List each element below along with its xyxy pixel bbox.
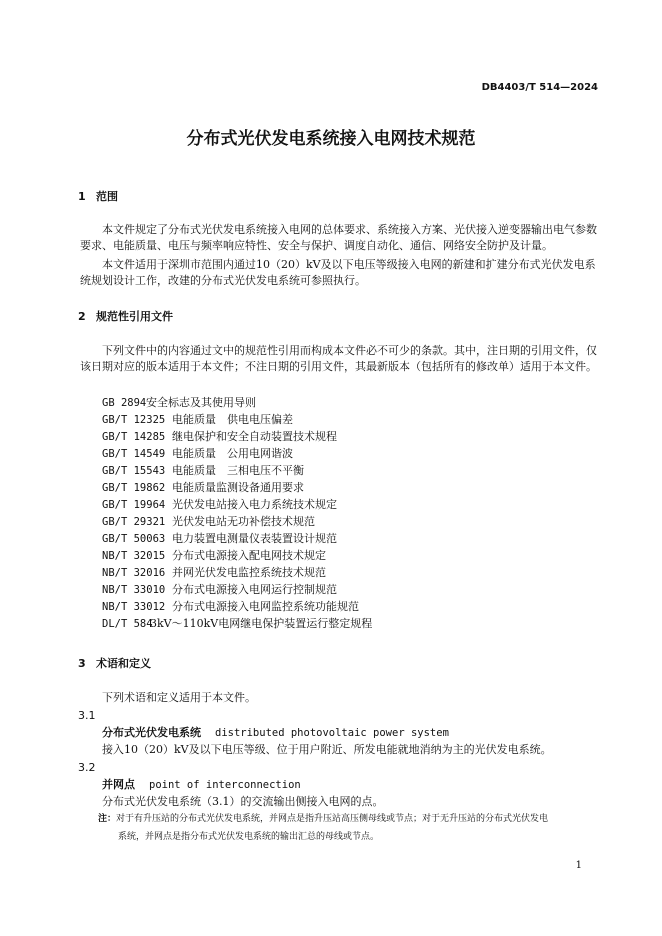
reference-title: 3kV～110kV电网继电保护装置运行整定规程	[150, 617, 373, 630]
reference-code: GB 2894	[102, 397, 147, 409]
section-title: 规范性引用文件	[96, 310, 173, 323]
reference-title: 分布式电源接入电网运行控制规范	[172, 583, 337, 596]
reference-item	[102, 582, 337, 598]
reference-item	[102, 565, 326, 581]
reference-title: 电能质量 供电电压偏差	[172, 413, 293, 426]
reference-code: GB/T 12325	[102, 414, 166, 426]
reference-title: 继电保护和安全自动装置技术规程	[172, 430, 337, 443]
document-code: DB4403/T 514—2024	[481, 82, 598, 93]
reference-code: GB/T 19964	[102, 499, 166, 511]
term-chinese: 分布式光伏发电系统	[102, 726, 201, 739]
reference-title: 电能质量 公用电网谐波	[172, 447, 293, 460]
reference-title: 分布式电源接入电网监控系统功能规范	[172, 600, 359, 613]
reference-item	[102, 429, 337, 445]
term-heading	[102, 777, 301, 793]
term-definition: 分布式光伏发电系统（3.1）的交流输出侧接入电网的点。	[102, 795, 384, 808]
page-title: 分布式光伏发电系统接入电网技术规范	[186, 129, 476, 149]
reference-code: GB/T 50063	[102, 533, 166, 545]
reference-code: DL/T 584	[102, 618, 153, 630]
reference-item	[102, 599, 359, 615]
section-number: 2	[78, 310, 86, 323]
note-label: 注：	[98, 814, 117, 824]
terms-intro: 下列术语和定义适用于本文件。	[102, 691, 256, 704]
reference-item	[102, 514, 315, 530]
reference-code: NB/T 32015	[102, 550, 166, 562]
reference-item	[102, 463, 304, 479]
reference-code: GB/T 29321	[102, 516, 166, 528]
reference-code: NB/T 33012	[102, 601, 166, 613]
note-line-2: 系统，并网点是指分布式光伏发电系统的输出汇总的母线或节点。	[118, 832, 380, 842]
section-title: 范围	[96, 190, 118, 203]
reference-title: 分布式电源接入配电网技术规定	[172, 549, 326, 562]
reference-item	[102, 395, 256, 411]
term-english: point of interconnection	[149, 779, 301, 791]
reference-code: NB/T 33010	[102, 584, 166, 596]
section-number: 3	[78, 657, 86, 670]
reference-item	[102, 412, 293, 428]
reference-title: 安全标志及其使用导则	[146, 396, 256, 409]
scope-paragraph-1: 本文件规定了分布式光伏发电系统接入电网的总体要求、系统接入方案、光伏接入逆变器输出电气参数要求、电能质量、电压与频率响应特性、安全与保护、调度自动化、通信、网络安全防护及计量。	[80, 223, 597, 252]
reference-title: 光伏发电站接入电力系统技术规定	[172, 498, 337, 511]
reference-code: GB/T 14285	[102, 431, 166, 443]
reference-item	[102, 548, 326, 564]
scope-paragraph-2: 本文件适用于深圳市范围内通过10（20）kV及以下电压等级接入电网的新建和扩建分布式光伏发电系统规划设计工作，改建的分布式光伏发电系统可参照执行。	[80, 258, 596, 287]
reference-code: GB/T 15543	[102, 465, 166, 477]
note-line-1: 对于有升压站的分布式光伏发电系统，并网点是指升压站高压侧母线或节点；对于无升压站的分布式光伏发电	[116, 814, 549, 824]
reference-title: 电力装置电测量仪表装置设计规范	[172, 532, 337, 545]
section-number: 1	[78, 190, 86, 203]
reference-code: GB/T 14549	[102, 448, 166, 460]
section-heading-terms-and-definitions	[78, 656, 151, 672]
reference-item	[102, 616, 372, 632]
reference-title: 电能质量监测设备通用要求	[172, 481, 304, 494]
term-chinese: 并网点	[102, 778, 135, 791]
reference-title: 光伏发电站无功补偿技术规范	[172, 515, 315, 528]
term-definition: 接入10（20）kV及以下电压等级、位于用户附近、所发电能就地消纳为主的光伏发电系统。	[102, 743, 552, 756]
reference-code: GB/T 19862	[102, 482, 166, 494]
term-note	[98, 810, 598, 846]
reference-title: 电能质量 三相电压不平衡	[172, 464, 304, 477]
term-number: 3.1	[78, 709, 96, 722]
reference-code: NB/T 32016	[102, 567, 166, 579]
reference-item	[102, 480, 304, 496]
term-english: distributed photovoltaic power system	[215, 727, 449, 739]
term-number: 3.2	[78, 761, 96, 774]
section-title: 术语和定义	[96, 657, 151, 670]
page-number: 1	[575, 860, 582, 871]
reference-title: 并网光伏发电监控系统技术规范	[172, 566, 326, 579]
reference-item	[102, 531, 337, 547]
section-heading-scope	[78, 189, 118, 205]
reference-item	[102, 446, 293, 462]
references-intro-paragraph: 下列文件中的内容通过文中的规范性引用而构成本文件必不可少的条款。其中，注日期的引用文件，仅该日期对应的版本适用于本文件；不注日期的引用文件，其最新版本（包括所有的修改单）适用于本文件。	[80, 344, 597, 373]
reference-item	[102, 497, 337, 513]
section-heading-normative-references	[78, 309, 173, 325]
term-heading	[102, 725, 449, 741]
